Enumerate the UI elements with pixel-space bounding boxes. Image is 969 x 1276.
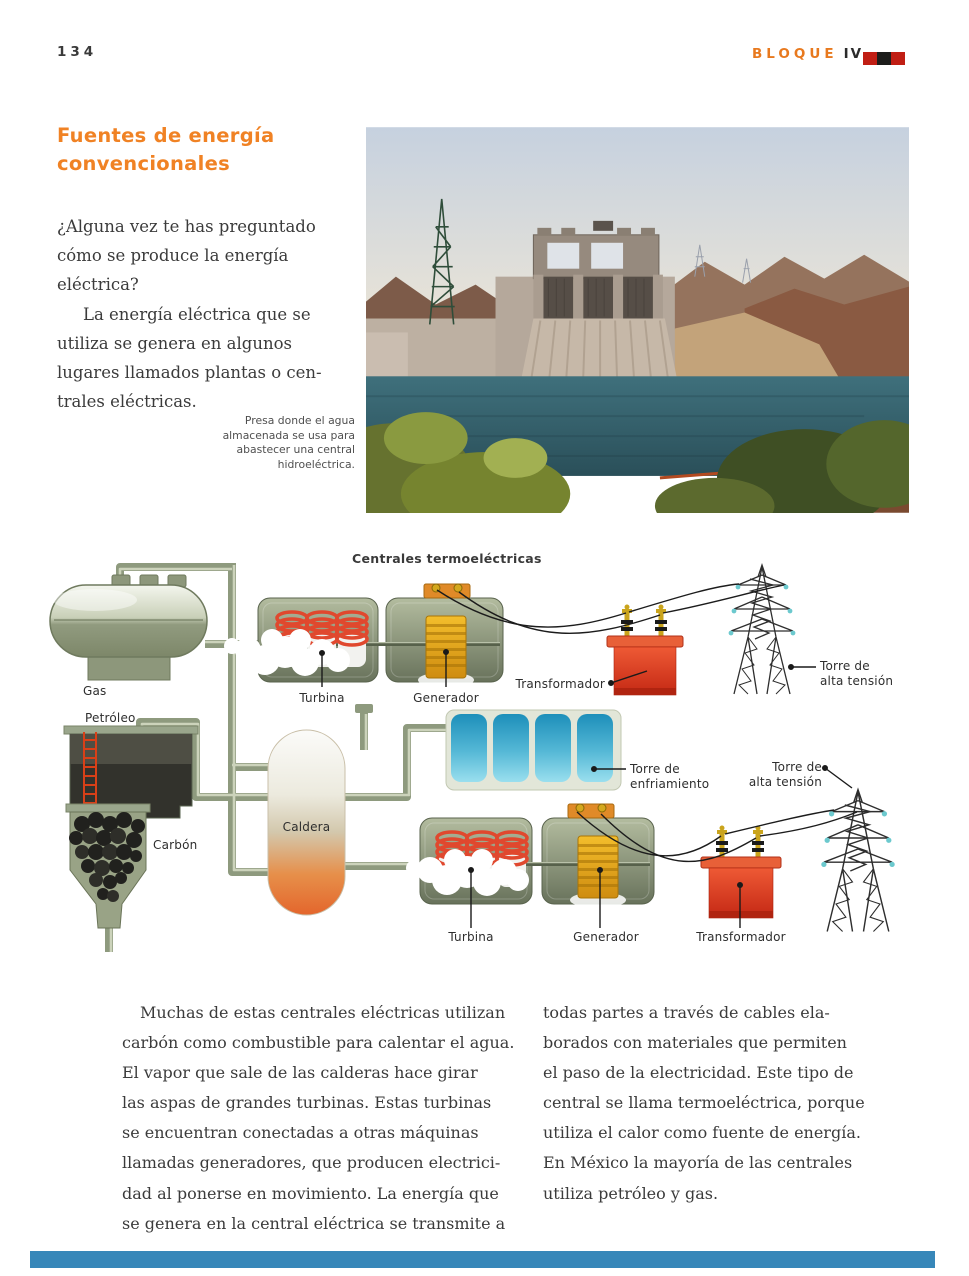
body-line: borados con materiales que permiten [543, 1033, 847, 1053]
label-torre-alta-1-line2: alta tensión [820, 674, 894, 688]
label-torre-alta-2 [722, 760, 822, 790]
intro-line: utiliza se genera en algunos [57, 333, 292, 353]
label-turbina-1: Turbina [299, 691, 345, 705]
photo-bush [384, 412, 468, 464]
caption-line: Presa donde el agua [244, 414, 355, 427]
photo-gantry-block [641, 228, 655, 236]
label-carbon: Carbón [153, 838, 198, 852]
body-line: dad al ponerse en movimiento. La energía que [122, 1183, 499, 1203]
intro-paragraph [57, 212, 357, 416]
body-line: llamadas generadores, que producen electrici- [122, 1153, 501, 1173]
label-transformador-2: Transformador [696, 930, 786, 944]
cooling-tower [446, 710, 621, 790]
gas-tank [50, 575, 207, 680]
label-generador-2: Generador [573, 930, 639, 944]
block-square-black [877, 52, 891, 65]
block-square-red-2 [891, 52, 905, 65]
page-number: 134 [57, 44, 98, 60]
block-word: BLOQUE [752, 46, 838, 62]
caption-line: almacenada se usa para [222, 428, 355, 442]
transformer-2 [701, 826, 781, 919]
caption-line: hidroeléctrica. [277, 457, 355, 471]
photo-crane [593, 221, 613, 231]
label-torre-alta-2-line2: alta tensión [748, 775, 822, 789]
body-line: se encuentran conectadas a otras máquinas [122, 1123, 479, 1143]
photo-gate [543, 277, 573, 319]
label-caldera: Caldera [282, 820, 331, 834]
label-torre-alta-2-line1: Torre de [772, 760, 822, 774]
label-torre-alta-1-line1: Torre de [820, 659, 870, 673]
body-line: carbón como combustible para calentar el agua. [122, 1033, 515, 1053]
label-petroleo: Petróleo [85, 711, 136, 725]
label-torre-alta-1 [820, 659, 893, 689]
body-line: el paso de la electricidad. Este tipo de [543, 1063, 854, 1083]
photo-gantry-block [617, 228, 631, 236]
label-transformador-1: Transformador [515, 677, 605, 691]
dam-photo [366, 127, 909, 513]
photo-gate [583, 277, 613, 319]
intro-line: lugares llamados plantas o cen- [57, 363, 322, 383]
heading-line-2: convencionales [57, 151, 231, 175]
label-torre-enf-line1: Torre de [630, 762, 680, 776]
intro-line: ¿Alguna vez te has preguntado [57, 217, 316, 236]
block-marker [863, 52, 905, 71]
photo-bush [484, 438, 548, 478]
intro-line: La energía eléctrica que se [83, 304, 311, 324]
transformer-1 [607, 605, 683, 696]
body-line: todas partes a través de cables ela- [543, 1003, 830, 1022]
photo-gantry-opening [547, 243, 579, 269]
intro-line: cómo se produce la energía [57, 246, 289, 266]
label-turbina-2: Turbina [448, 930, 494, 944]
thermoelectric-diagram [0, 540, 969, 990]
body-column-2 [543, 998, 933, 1209]
body-line: utiliza petróleo y gas. [543, 1183, 719, 1203]
block-label [752, 46, 863, 62]
label-torre-enf-line2: enfriamiento [630, 777, 710, 791]
body-line: En México la mayoría de las centrales [543, 1153, 853, 1173]
block-numeral: IV [843, 46, 864, 62]
body-line: utiliza el calor como fuente de energía. [543, 1123, 861, 1143]
heading-line-1: Fuentes de energía [57, 124, 275, 147]
label-gas: Gas [83, 684, 107, 698]
body-column-1 [122, 998, 522, 1239]
body-line: central se llama termoeléctrica, porque [543, 1093, 865, 1113]
body-line: las aspas de grandes turbinas. Estas turbinas [122, 1093, 492, 1113]
body-line: Muchas de estas centrales eléctricas utilizan [140, 1003, 506, 1022]
transformer-bushings-1 [621, 605, 667, 639]
diagram-title: Centrales termoeléctricas [352, 551, 542, 566]
label-generador-1: Generador [413, 691, 479, 705]
photo-gantry-block [537, 228, 551, 236]
photo-gantry-opening [591, 243, 623, 269]
photo-gantry-block [561, 228, 575, 236]
coal-hopper [66, 804, 150, 928]
intro-line: trales eléctricas. [57, 392, 197, 412]
section-heading [57, 122, 274, 177]
generator-terminals-2 [568, 804, 614, 818]
body-line: El vapor que sale de las calderas hace girar [122, 1063, 478, 1083]
intro-line: eléctrica? [57, 275, 139, 295]
caption-line: abastecer una central [236, 443, 355, 456]
footer-color-bar [30, 1251, 935, 1268]
block-square-red-1 [863, 52, 877, 65]
photo-spillway [521, 319, 676, 379]
photo-caption [200, 414, 355, 472]
photo-building [366, 332, 408, 378]
label-torre-enfriamiento [630, 762, 709, 792]
body-line: se genera en la central eléctrica se transmite a [122, 1213, 506, 1233]
